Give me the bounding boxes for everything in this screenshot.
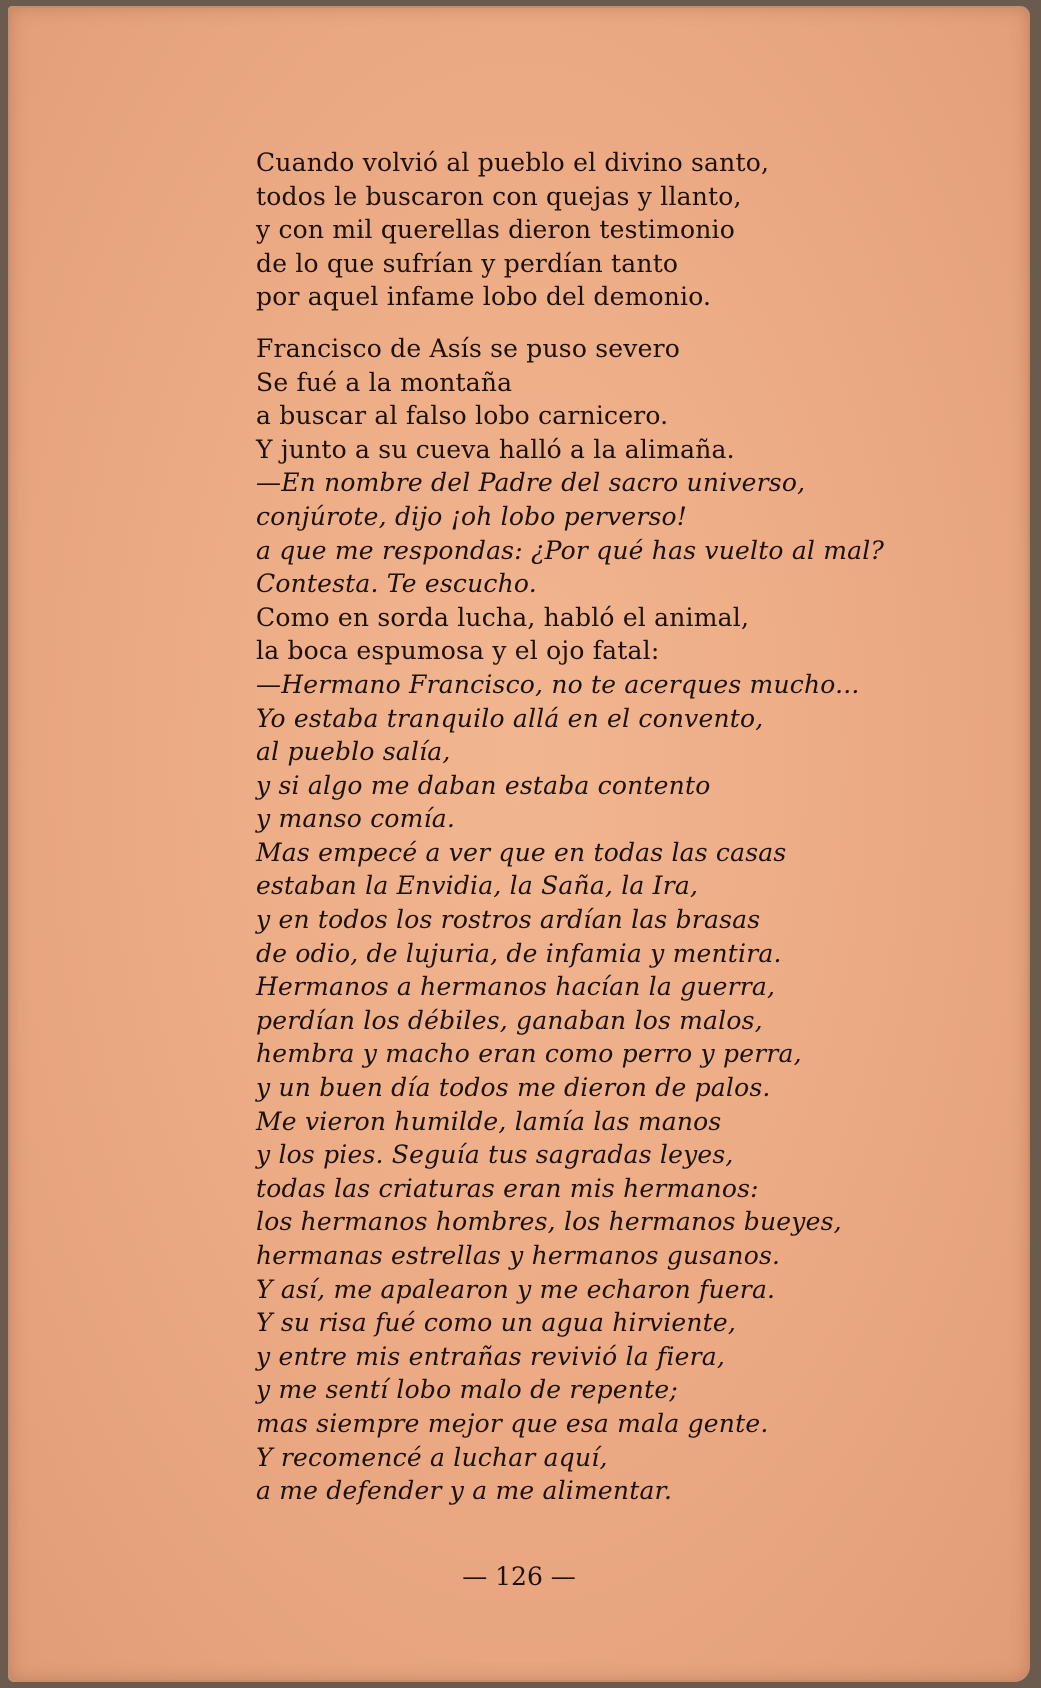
book-page [8, 6, 1030, 1682]
poem-line-italic: Yo estaba tranquilo allá en el convento, [256, 703, 764, 733]
stanza-2 [256, 332, 916, 1508]
poem-line-italic: y si algo me daban estaba contento [256, 770, 711, 800]
poem-line-italic: al pueblo salía, [256, 737, 451, 767]
poem-line-italic: Y así, me apalearon y me echaron fuera. [256, 1274, 776, 1304]
poem-line-italic: y un buen día todos me dieron de palos. [256, 1073, 771, 1103]
poem-line-italic: a que me respondas: ¿Por qué has vuelto al mal? [256, 535, 885, 565]
poem-line: de lo que sufrían y perdían tanto [256, 248, 679, 278]
poem-line-italic: —Hermano Francisco, no te acerques mucho... [256, 669, 860, 699]
page-number: — 126 — [462, 1562, 576, 1591]
poem-line-italic: los hermanos hombres, los hermanos bueyes, [256, 1207, 842, 1237]
stanza-gap [256, 314, 916, 332]
poem-line-italic: Hermanos a hermanos hacían la guerra, [256, 972, 776, 1002]
poem-line: Se fué a la montaña [256, 367, 513, 397]
stanza-1 [256, 146, 916, 314]
poem-line-italic: Y recomencé a luchar aquí, [256, 1442, 608, 1472]
poem-line: Cuando volvió al pueblo el divino santo, [256, 148, 770, 177]
poem-line-italic: y los pies. Seguía tus sagradas leyes, [256, 1140, 734, 1170]
poem-line: a buscar al falso lobo carnicero. [256, 401, 669, 431]
poem-text [256, 146, 916, 1508]
poem-line-italic: hermanas estrellas y hermanos gusanos. [256, 1241, 781, 1270]
poem-line-italic: conjúrote, dijo ¡oh lobo perverso! [256, 501, 688, 531]
poem-line-italic: y manso comía. [256, 804, 456, 834]
poem-line-italic: Y su risa fué como un agua hirviente, [256, 1308, 737, 1338]
poem-line-italic: estaban la Envidia, la Saña, la Ira, [256, 871, 699, 901]
poem-line-italic: —En nombre del Padre del sacro universo, [256, 468, 806, 498]
poem-line-italic: todas las criaturas eran mis hermanos: [256, 1173, 759, 1203]
poem-line: y con mil querellas dieron testimonio [256, 215, 735, 245]
poem-line: por aquel infame lobo del demonio. [256, 282, 712, 312]
poem-line-italic: de odio, de lujuria, de infamia y mentira. [256, 938, 782, 968]
poem-line-italic: Mas empecé a ver que en todas las casas [256, 837, 787, 867]
poem-line-italic: y me sentí lobo malo de repente; [256, 1375, 678, 1405]
poem-line: Y junto a su cueva halló a la alimaña. [256, 434, 735, 464]
poem-line: la boca espumosa y el ojo fatal: [256, 636, 660, 666]
poem-line-italic: Me vieron humilde, lamía las manos [256, 1106, 722, 1136]
poem-line-italic: perdían los débiles, ganaban los malos, [256, 1005, 763, 1035]
poem-line-italic: hembra y macho eran como perro y perra, [256, 1039, 802, 1069]
poem-line: Francisco de Asís se puso severo [256, 333, 680, 363]
poem-line-italic: Contesta. Te escucho. [256, 569, 537, 599]
poem-line-italic: y en todos los rostros ardían las brasas [256, 905, 761, 935]
poem-line: todos le buscaron con quejas y llanto, [256, 181, 742, 211]
poem-line: Como en sorda lucha, habló el animal, [256, 602, 750, 632]
poem-line-italic: mas siempre mejor que esa mala gente. [256, 1408, 769, 1438]
poem-line-italic: y entre mis entrañas revivió la fiera, [256, 1341, 726, 1371]
poem-line-italic: a me defender y a me alimentar. [256, 1476, 673, 1506]
